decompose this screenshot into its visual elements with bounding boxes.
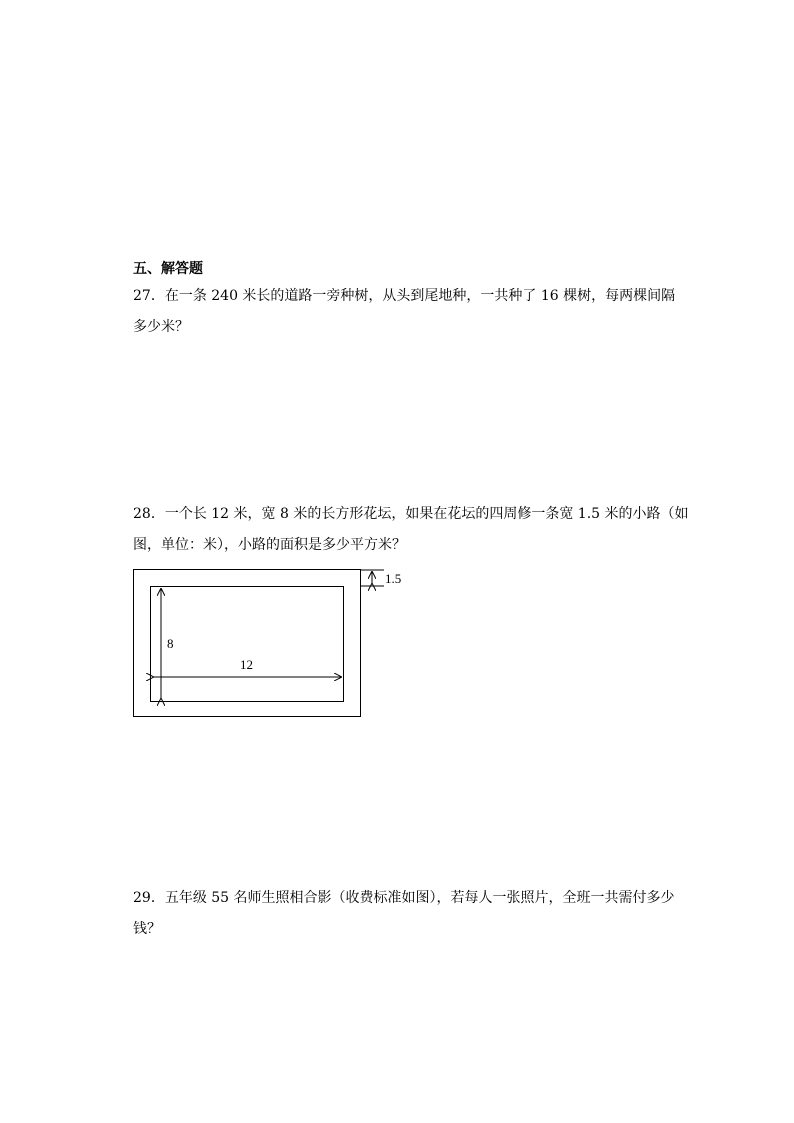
question-27-line-1: 27．在一条 240 米长的道路一旁种树，从头到尾地种，一共种了 16 棵树，每两棵间隔 <box>133 288 676 304</box>
question-27-line-2: 多少米？ <box>133 319 189 335</box>
length-label: 12 <box>240 657 253 672</box>
width-label: 8 <box>167 636 174 651</box>
question-28-line-2: 图，单位：米），小路的面积是多少平方米？ <box>133 537 406 553</box>
section-title: 五、解答题 <box>133 261 203 277</box>
inner-flowerbed-rectangle <box>151 587 344 702</box>
question-29-line-1: 29．五年级 55 名师生照相合影（收费标准如图），若每人一张照片，全班一共需付多少 <box>133 890 675 906</box>
question-29-line-2: 钱？ <box>133 921 161 937</box>
question-28-line-1: 28．一个长 12 米，宽 8 米的长方形花坛，如果在花坛的四周修一条宽 1.5 米的小路（如 <box>133 506 689 522</box>
path-width-label: 1.5 <box>385 571 402 586</box>
